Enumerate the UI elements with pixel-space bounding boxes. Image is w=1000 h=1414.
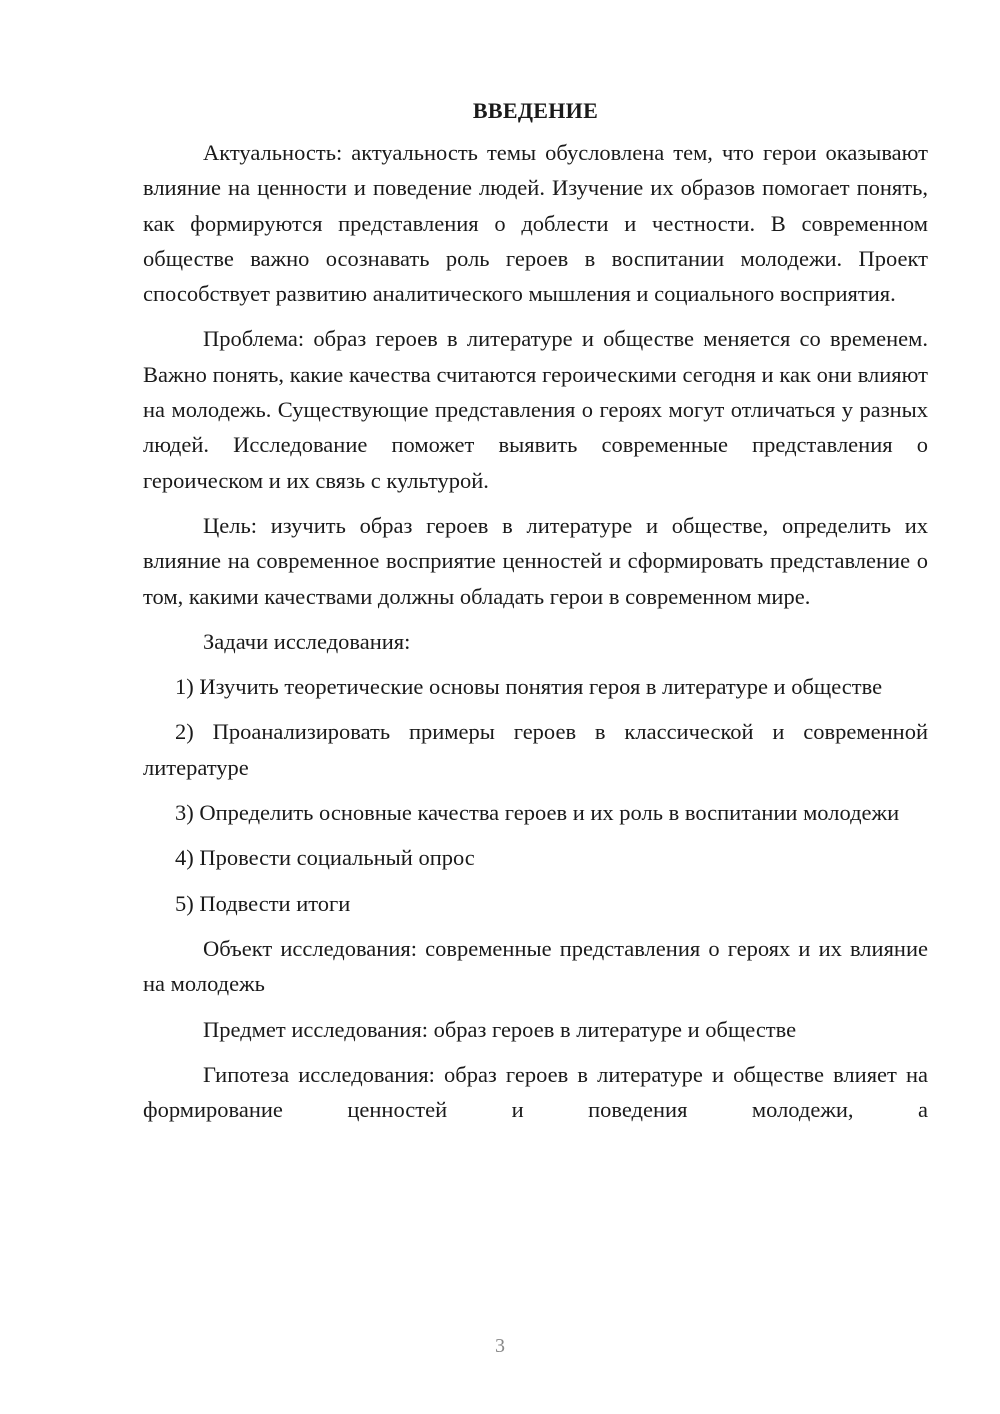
task-item-2: 2) Проанализировать примеры героев в классической и современной литературе bbox=[143, 719, 928, 780]
hypothesis-paragraph: Гипотеза исследования: образ героев в литературе и обществе влияет на формирование ценностей и поведения молодежи, а bbox=[143, 1061, 928, 1123]
tasks-title: Задачи исследования: bbox=[203, 628, 411, 654]
document-page bbox=[143, 93, 928, 1137]
task-item-5: 5) Подвести итоги bbox=[175, 890, 351, 916]
object-paragraph: Объект исследования: современные представления о героях и их влияние на молодежь bbox=[143, 935, 928, 997]
task-item-3: 3) Определить основные качества героев и их роль в воспитании молодежи bbox=[175, 800, 900, 826]
section-heading: ВВЕДЕНИЕ bbox=[472, 98, 599, 123]
page-number: 3 bbox=[495, 1335, 505, 1357]
problem-paragraph: Проблема: образ героев в литературе и обществе меняется со временем. Важно понять, какие качества считаются героическими сегодня и как они влияют на молодежь. Существующие представления о героях могут отличаться у разных людей. Исследование поможет выявить современные представления о героическом и их связь с культурой. bbox=[143, 326, 928, 493]
relevance-paragraph: Актуальность: актуальность темы обусловлена тем, что герои оказывают влияние на ценности и поведение людей. Изучение их образов помогает понять, как формируются представления о доблести и честности. В современном обществе важно осознавать роль героев в воспитании молодежи. Проект способствует развитию аналитического мышления и социального восприятия. bbox=[143, 140, 928, 307]
subject-paragraph: Предмет исследования: образ героев в литературе и обществе bbox=[203, 1016, 797, 1042]
task-item-4: 4) Провести социальный опрос bbox=[175, 845, 475, 871]
task-item-1: 1) Изучить теоретические основы понятия героя в литературе и обществе bbox=[175, 674, 883, 700]
goal-paragraph: Цель: изучить образ героев в литературе и обществе, определить их влияние на современное восприятие ценностей и сформировать представление о том, какими качествами должны обладать герои в современном мире. bbox=[143, 512, 928, 609]
